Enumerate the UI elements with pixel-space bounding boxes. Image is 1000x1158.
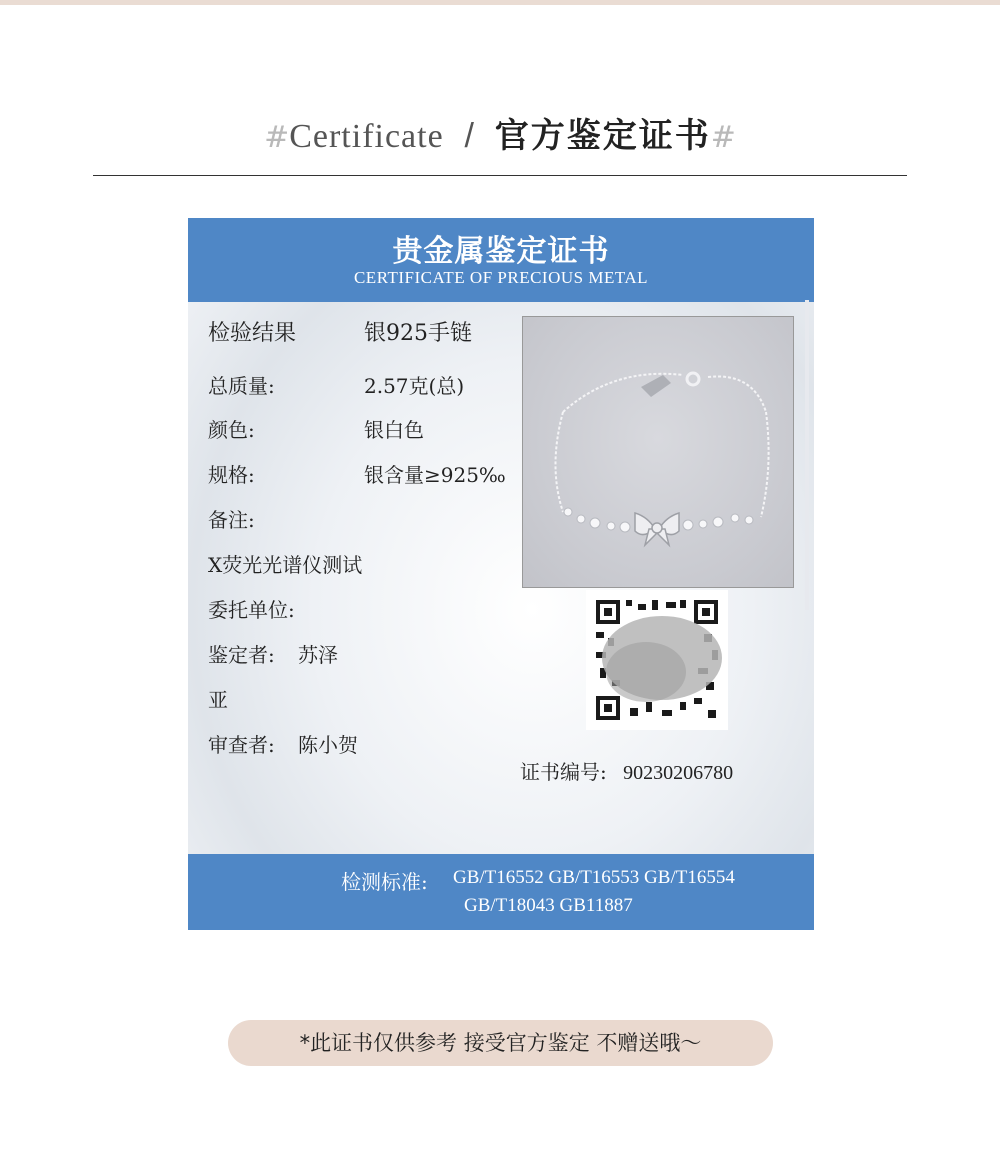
bracelet-illustration <box>523 317 793 587</box>
page-title <box>0 108 1000 157</box>
field-value: 银白色 <box>364 418 424 442</box>
certificate-number <box>520 756 733 785</box>
field-label: 检验结果 <box>208 321 297 346</box>
hash-decor-left: # <box>264 120 290 155</box>
remark-text: X荧光光谱仪测试 <box>208 553 363 577</box>
top-accent-bar <box>0 0 1000 5</box>
standard-label: 检测标准: <box>341 870 428 894</box>
field-label: 颜色: <box>208 418 255 442</box>
cert-no-label: 证书编号: <box>520 760 607 784</box>
field-value: 银含量≥925‰ <box>364 463 506 487</box>
hash-decor-right: # <box>710 120 736 155</box>
decorative-scroll-line <box>805 300 809 610</box>
field-label: 备注: <box>208 508 255 532</box>
page-title-cn: 官方鉴定证书 <box>494 116 711 156</box>
title-divider <box>93 175 907 176</box>
reviewer-name: 陈小贺 <box>298 733 358 757</box>
title-separator: / <box>464 117 474 155</box>
reviewer-label: 审查者: <box>208 733 275 757</box>
disclaimer-note: *此证书仅供参考 接受官方鉴定 不赠送哦～ <box>228 1020 773 1066</box>
qr-code-graphic <box>586 590 728 730</box>
appraiser-label: 鉴定者: <box>208 643 275 667</box>
certificate-title-en: CERTIFICATE OF PRECIOUS METAL <box>353 268 649 287</box>
field-value: 2.57克(总) <box>364 374 465 398</box>
qr-code <box>586 590 728 730</box>
standard-line-1: GB/T16552 GB/T16553 GB/T16554 <box>453 867 735 888</box>
cert-no-value: 90230206780 <box>623 762 734 784</box>
field-label: 规格: <box>208 463 255 487</box>
certificate-title-cn: 贵金属鉴定证书 <box>392 234 610 269</box>
certificate-header <box>188 218 814 302</box>
field-label: 总质量: <box>208 374 275 398</box>
appraiser-name: 苏泽 <box>298 643 338 667</box>
certificate-card <box>188 218 814 930</box>
standard-line-2: GB/T18043 GB11887 <box>464 895 633 916</box>
bracelet-photo <box>522 316 794 588</box>
page-title-en: Certificate <box>289 118 444 155</box>
entrust-label: 委托单位: <box>208 598 295 622</box>
certificate-footer <box>188 854 814 930</box>
field-value: 银925手链 <box>364 321 472 346</box>
appraiser-name-cont: 亚 <box>208 688 228 712</box>
